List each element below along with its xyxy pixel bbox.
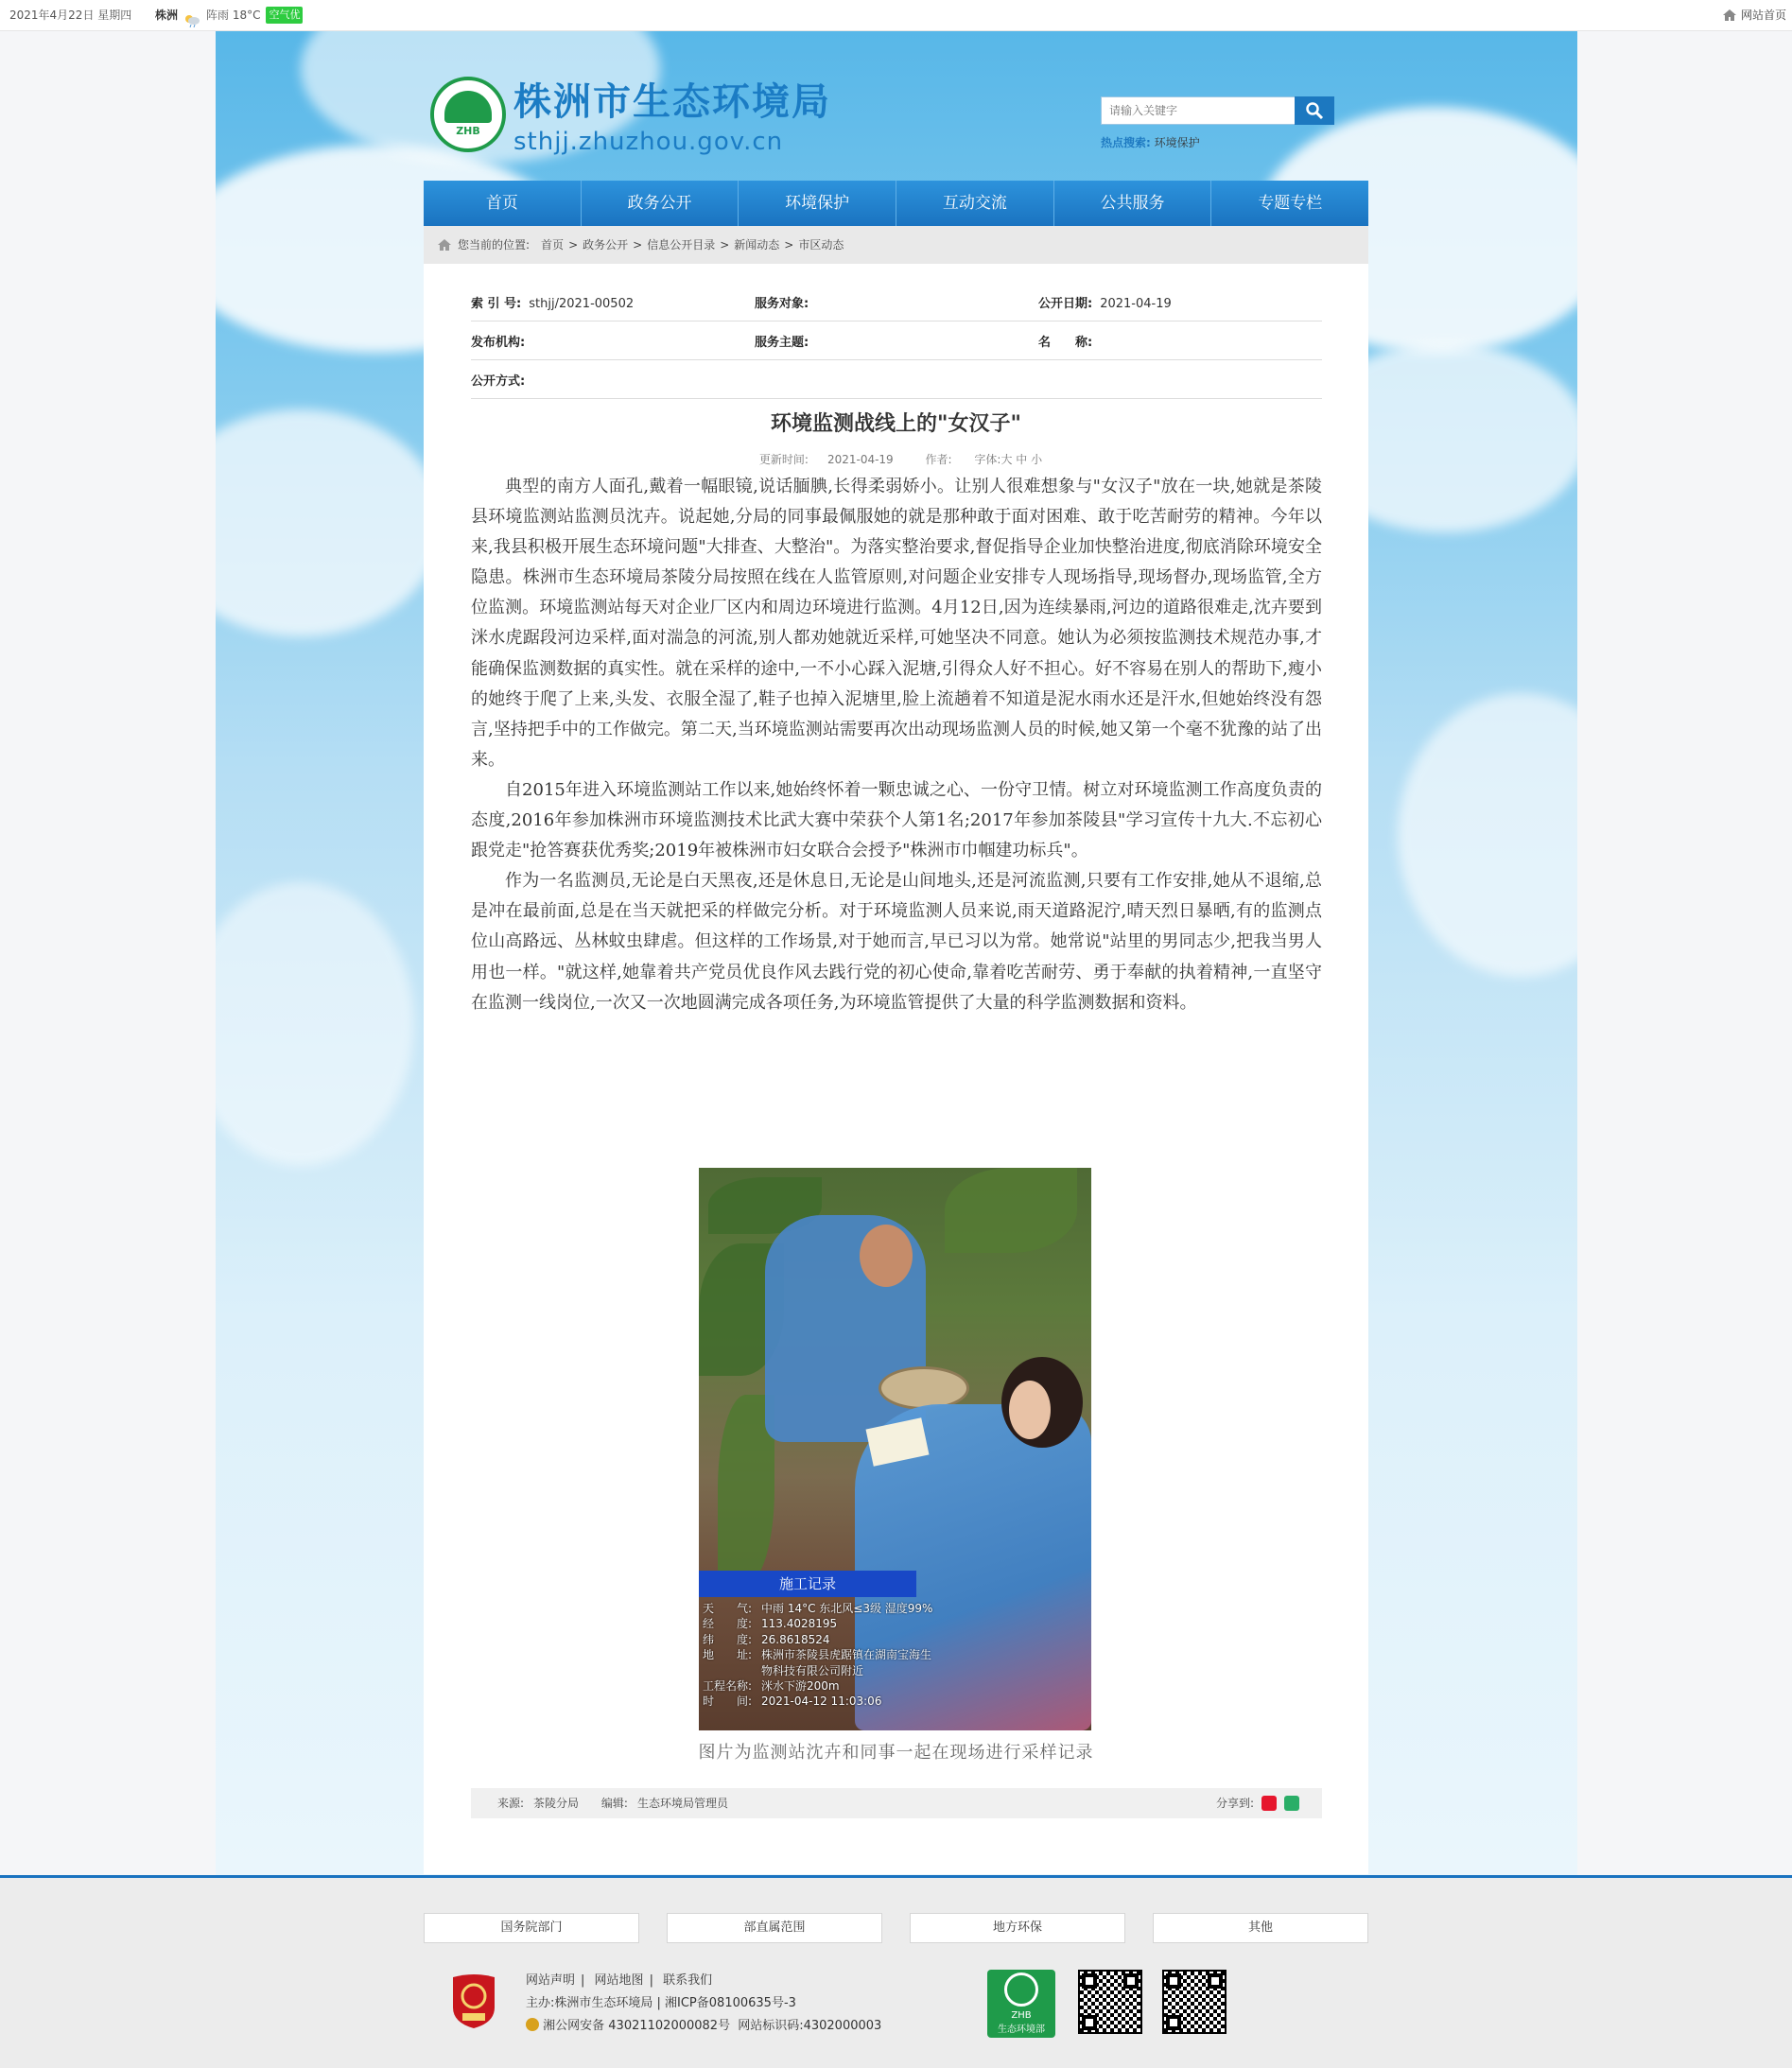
breadcrumb: 您当前的位置: 首页 > 政务公开 > 信息公开目录 > 新闻动态 > 市区动态 <box>424 226 1368 264</box>
article-footer-bar: 来源: 茶陵分局 编辑: 生态环境局管理员 分享到: <box>471 1788 1322 1818</box>
footer-site-code: 网站标识码:4302000003 <box>738 2019 882 2033</box>
footer-police[interactable]: 湘公网安备 43021102000082号 <box>543 2019 731 2033</box>
site-logo[interactable] <box>430 72 831 156</box>
photo-record-details: 天 气: 中雨 14°C 东北风≤3级 湿度99% 经 度: 113.4028195 纬 度: 26.8618524 地 址: 株洲市茶陵县虎踞镇在湖南宝海生物科技有限公司附近 工程名称: 洣水下游200m 时 间: 2021-04-12 11:03:06 <box>703 1602 933 1709</box>
hot-search-label: 热点搜索: <box>1101 136 1151 149</box>
nav-item-gov-affairs[interactable]: 政务公开 <box>582 181 739 226</box>
site-domain: sthjj.zhuzhou.gov.cn <box>513 128 784 156</box>
qr-code-icon <box>1162 1970 1227 2034</box>
search-input[interactable] <box>1101 96 1295 125</box>
share-label: 分享到: <box>1215 1797 1254 1810</box>
footer-link-groups <box>424 1913 1368 1943</box>
breadcrumb-prefix: 您当前的位置: <box>458 238 531 252</box>
zhb-logo-icon: ZHB <box>430 77 506 152</box>
meta-label: 名 称: <box>1038 335 1093 350</box>
meta-index-value: sthjj/2021-00502 <box>529 296 635 311</box>
search-icon <box>1305 101 1324 120</box>
footer-host: 主办:株洲市生态环境局 | 湘ICP备08100635号-3 <box>526 1996 796 2010</box>
wechat-share-icon[interactable] <box>1284 1796 1299 1811</box>
link-group-state-council[interactable]: 国务院部门 <box>424 1913 639 1943</box>
link-group-ministry[interactable]: 部直属范围 <box>667 1913 882 1943</box>
site-home-link[interactable] <box>1722 0 1786 30</box>
update-time: 2021-04-19 <box>826 453 894 466</box>
site-home-label: 网站首页 <box>1740 9 1786 22</box>
site-name: 株洲市生态环境局 <box>513 80 831 124</box>
info-meta-table <box>471 283 1322 399</box>
article-paragraph: 自2015年进入环境监测站工作以来,她始终怀着一颗忠诚之心、一份守卫情。树立对环境监测工作高度负责的态度,2016年参加株洲市环境监测技术比武大赛中荣获个人第1名;2017年参加茶陵县"学习宣传十九大.不忘初心跟党走"抢答赛获优秀奖;2019年被株洲市妇女联合会授予"株洲市巾帼建功标兵"。 <box>471 779 1322 861</box>
author-label: 作者: <box>925 453 952 466</box>
meta-label: 索 引 号: <box>471 296 522 311</box>
nav-item-special[interactable]: 专题专栏 <box>1258 194 1323 213</box>
meta-label: 服务主题: <box>755 335 809 350</box>
breadcrumb-item[interactable]: 首页 <box>541 238 565 252</box>
article-content <box>424 264 1368 1874</box>
qr-code-icon <box>1078 1970 1142 2034</box>
nav-item-home[interactable]: 首页 <box>424 181 582 226</box>
meta-label: 公开日期: <box>1038 296 1093 311</box>
weather-city: 株洲 <box>155 9 179 22</box>
article-paragraph: 作为一名监测员,无论是白天黑夜,还是休息日,无论是山间地头,还是河流监测,只要有工作安排,她从不退缩,总是冲在最前面,总是在当天就把采的样做完分析。对于环境监测人员来说,雨天道路泥泞,晴天烈日暴晒,有的监测点位山高路远、丛林蚊虫肆虐。但这样的工作场景,对于她而言,早已习以为常。她常说"站里的男同志少,把我当男人用也一样。"就这样,她靠着共产党员优良作风去践行党的初心使命,靠着吃苦耐劳、勇于奉献的执着精神,一直坚守在监测一线岗位,一次又一次地圆满完成各项任务,为环境监管提供了大量的科学监测数据和资料。 <box>471 871 1322 1013</box>
rain-icon <box>183 9 200 22</box>
article-body <box>471 472 1322 1018</box>
air-quality-badge: 空气优 <box>266 7 303 24</box>
source-value: 茶陵分局 <box>533 1797 580 1810</box>
nav-item-public-service[interactable]: 公共服务 <box>1054 181 1212 226</box>
photo-record-title: 施工记录 <box>699 1571 916 1597</box>
meta-label: 发布机构: <box>471 335 526 350</box>
meta-label: 服务对象: <box>755 296 809 311</box>
photo-caption: 图片为监测站沈卉和同事一起在现场进行采样记录 <box>698 1743 1094 1763</box>
mee-logo-icon[interactable]: ZHB 生态环境部 <box>987 1970 1055 2038</box>
weather-widget <box>155 0 303 30</box>
article-subline: 更新时间: 2021-04-19 作者: 字体:大 中 小 <box>758 453 1043 466</box>
weibo-share-icon[interactable] <box>1261 1796 1277 1811</box>
breadcrumb-item[interactable]: 市区动态 <box>798 238 844 252</box>
footer-link-contact[interactable]: 联系我们 <box>663 1973 713 1988</box>
nav-item-interaction[interactable]: 互动交流 <box>896 181 1054 226</box>
police-icon <box>526 2018 539 2031</box>
search-button[interactable] <box>1295 96 1334 125</box>
search-box <box>1101 96 1334 125</box>
breadcrumb-item[interactable]: 信息公开目录 <box>647 238 716 252</box>
font-size-switch[interactable]: 字体:大 中 小 <box>974 453 1043 466</box>
main-nav <box>424 181 1368 226</box>
article-title: 环境监测战线上的"女汉子" <box>771 412 1021 436</box>
editor-value: 生态环境局管理员 <box>636 1797 728 1810</box>
article-photo <box>699 1168 1091 1730</box>
footer-link-statement[interactable]: 网站声明 <box>526 1973 576 1988</box>
meta-label: 公开方式: <box>471 374 526 389</box>
home-icon <box>437 238 452 252</box>
top-bar <box>0 0 1792 31</box>
home-icon <box>1722 9 1737 22</box>
meta-publish-date: 2021-04-19 <box>1100 296 1172 311</box>
hot-search <box>1101 134 1200 150</box>
nav-item-environment[interactable]: 环境保护 <box>739 181 896 226</box>
link-group-local[interactable]: 地方环保 <box>910 1913 1125 1943</box>
site-footer <box>0 1875 1792 2068</box>
link-group-other[interactable]: 其他 <box>1153 1913 1368 1943</box>
party-gov-badge-icon[interactable] <box>449 1973 498 2030</box>
footer-link-sitemap[interactable]: 网站地图 <box>594 1973 644 1988</box>
article-paragraph: 典型的南方人面孔,戴着一幅眼镜,说话腼腆,长得柔弱娇小。让别人很难想象与"女汉子"放在一块,她就是茶陵县环境监测站监测员沈卉。说起她,分局的同事最佩服她的就是那种敢于面对困难、敢于吃苦耐劳的精神。今年以来,我县积极开展生态环境问题"大排查、大整治"。为落实整治要求,督促指导企业加快整治进度,彻底消除环境安全隐患。株洲市生态环境局茶陵分局按照在线在人监管原则,对问题企业安排专人现场指导,现场督办,现场监管,全方位监测。环境监测站每天对企业厂区内和周边环境进行监测。4月12日,因为连续暴雨,河边的道路很难走,沈卉要到洣水虎踞段河边采样,面对湍急的河流,别人都劝她就近采样,可她坚决不同意。她认为必须按监测技术规范办事,才能确保监测数据的真实性。就在采样的途中,一不小心踩入泥塘,引得众人好不担心。好不容易在别人的帮助下,瘦小的她终于爬了上来,头发、衣服全湿了,鞋子也掉入泥塘里,脸上流趟着不知道是泥水雨水还是汗水,但她始终没有怨言,坚持把手中的工作做完。第二天,当环境监测站需要再次出动现场监测人员的时候,她又第一个毫不犹豫的站了出来。 <box>471 477 1322 770</box>
weather-text: 阵雨 18°C <box>206 9 261 22</box>
footer-info: 网站声明 | 网站地图 | 联系我们 主办:株洲市生态环境局 | 湘ICP备08100635号-3 湘公网安备 43021102000082号 网站标识码:4302000003 <box>526 1973 882 2033</box>
hot-search-keyword[interactable]: 环境保护 <box>1154 136 1200 149</box>
breadcrumb-item[interactable]: 政务公开 <box>583 238 629 252</box>
breadcrumb-item[interactable]: 新闻动态 <box>734 238 780 252</box>
current-date: 2021年4月22日 星期四 <box>9 9 132 22</box>
